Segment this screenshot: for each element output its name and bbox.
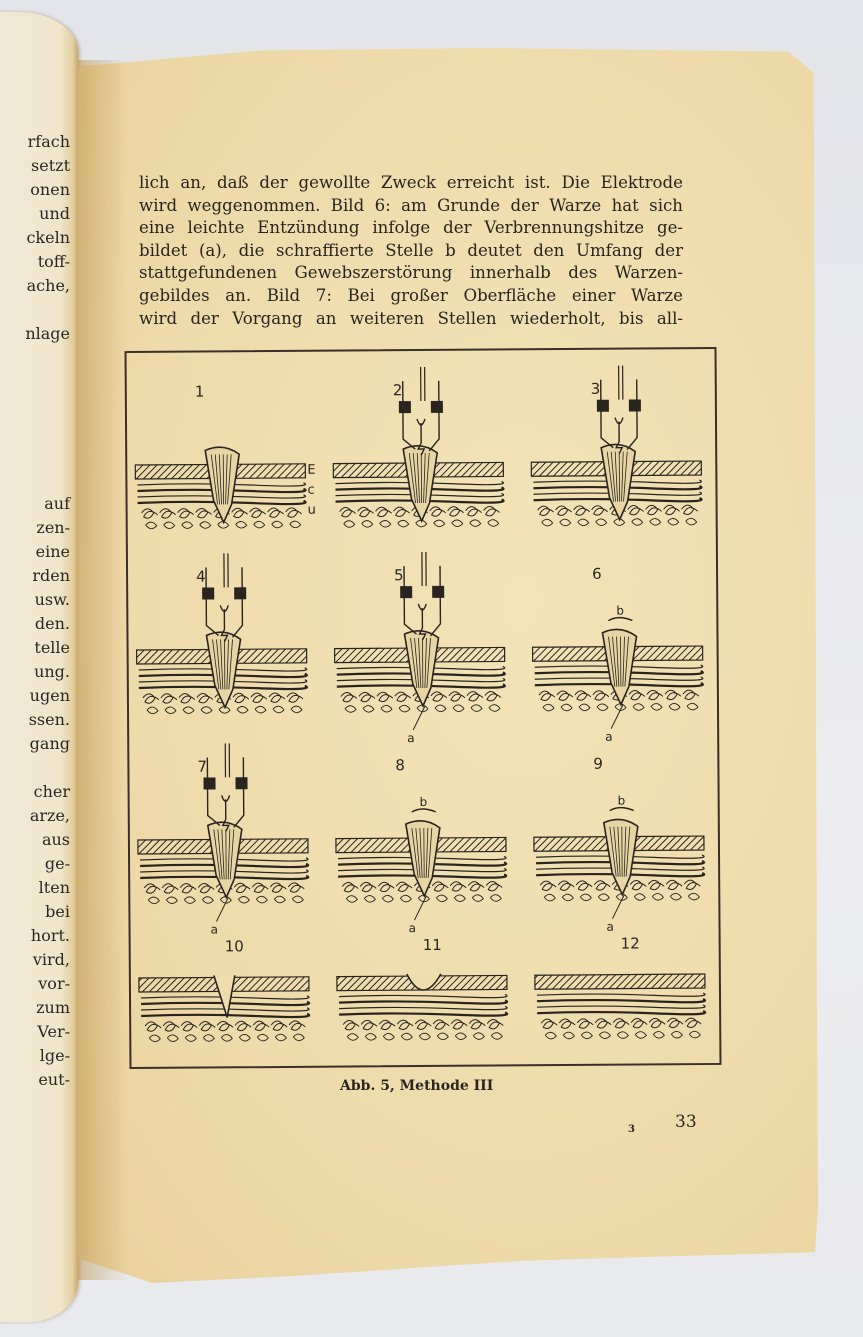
left-page-text-fragment: lge-: [39, 1046, 70, 1065]
left-page-text-fragment: zum: [36, 998, 70, 1017]
svg-text:a: a: [606, 919, 614, 934]
left-page-text-fragment: toff-: [37, 252, 70, 271]
body-paragraph: [139, 172, 683, 330]
svg-text:a: a: [210, 922, 218, 937]
panel-number: 2: [392, 381, 403, 400]
skin-cross-section-icon: [137, 747, 318, 937]
svg-text:b: b: [419, 794, 428, 810]
panel-number: 10: [224, 937, 244, 956]
left-page-text-fragment: rfach: [27, 132, 70, 151]
panel-number: 6: [592, 564, 602, 583]
left-page-text-fragment: und: [39, 204, 70, 223]
figure-panel-8: [335, 745, 516, 936]
figure-panel-2: [333, 370, 514, 546]
panel-number: 12: [620, 934, 640, 953]
skin-cross-section-icon: [535, 934, 716, 1110]
panel-number: 5: [394, 566, 404, 585]
left-page-text-fragment: ssen.: [28, 710, 70, 729]
svg-text:a: a: [605, 729, 613, 744]
skin-cross-section-icon: [135, 372, 316, 548]
panel-number: 4: [196, 567, 206, 586]
left-page-text-fragment: aus: [41, 830, 70, 849]
figure-panel-12: [535, 934, 716, 1110]
left-page-text-fragment: setzt: [31, 156, 70, 175]
svg-text:a: a: [408, 921, 416, 936]
left-page-text-fragment: arze,: [29, 806, 70, 825]
text-line: eine leichte Entzündung infolge der Verbrennungshitze ge-: [139, 218, 683, 238]
left-page-text-fragment: cher: [33, 782, 70, 801]
left-page-text-fragment: ge-: [44, 854, 70, 873]
page-number: 33: [675, 1112, 697, 1132]
svg-text:b: b: [617, 793, 626, 808]
figure-panel-3: [531, 369, 712, 545]
left-page-text-fragment: onen: [30, 180, 70, 199]
left-page-text-fragment: Ver-: [37, 1022, 70, 1041]
signature-mark: 3: [628, 1124, 635, 1135]
skin-cross-section-icon: [532, 554, 713, 744]
left-page-text-fragment: nlage: [25, 324, 70, 343]
left-page-text-fragment: rden: [32, 566, 70, 585]
svg-text:E: E: [307, 462, 316, 478]
skin-cross-section-icon: [333, 370, 514, 546]
panel-number: 3: [590, 379, 601, 398]
left-page-text-fragment: telle: [34, 638, 70, 657]
figure-panel-7: [137, 747, 318, 937]
skin-cross-section-icon: [335, 745, 516, 936]
skin-cross-section-icon: [139, 937, 320, 1113]
figure-panel-9: [533, 744, 714, 934]
left-page-text-fragment: eut-: [38, 1070, 70, 1089]
text-line: wird weggenommen. Bild 6: am Grunde der Warze hat sich: [139, 195, 683, 215]
left-page-text-fragment: bei: [45, 902, 70, 921]
left-page-text-fragment: usw.: [34, 590, 70, 609]
text-line: wird der Vorgang an weiteren Stellen wiederholt, bis all-: [139, 308, 683, 328]
left-page-text-fragment: gang: [29, 734, 70, 753]
figure-panel-1: [135, 372, 316, 548]
left-page: [0, 12, 78, 1322]
svg-text:a: a: [407, 731, 415, 746]
panel-number: 8: [395, 756, 406, 775]
skin-cross-section-icon: [136, 557, 317, 733]
panel-number: 1: [194, 382, 205, 401]
svg-text:u: u: [307, 502, 316, 518]
panel-number: 7: [197, 757, 208, 776]
left-page-text-fragment: ckeln: [26, 228, 70, 247]
panel-number: 9: [593, 754, 604, 773]
left-page-text-fragment: ugen: [29, 686, 70, 705]
skin-cross-section-icon: [531, 369, 712, 545]
left-page-text-fragment: ache,: [26, 276, 70, 295]
figure-caption: Abb. 5, Methode III: [340, 1078, 494, 1094]
panel-number: 11: [422, 935, 442, 955]
figure-panel-10: [139, 937, 320, 1113]
left-page-text-fragment: eine: [35, 542, 70, 561]
left-page-text-fragment: den.: [34, 614, 70, 633]
figure-panel-5: [334, 555, 515, 746]
svg-text:b: b: [616, 603, 624, 618]
text-line: lich an, daß der gewollte Zweck erreicht ist. Die Elektrode: [139, 173, 683, 192]
text-line: stattgefundenen Gewebszerstörung innerhalb des Warzen-: [139, 263, 683, 283]
left-page-text-fragment: zen-: [36, 518, 70, 537]
figure-panel-4: [136, 557, 317, 733]
left-page-text-fragment: auf: [44, 494, 70, 513]
text-line: gebildes an. Bild 7: Bei großer Oberfläche einer Warze: [139, 285, 683, 305]
left-page-text-fragment: ung.: [34, 662, 70, 681]
skin-cross-section-icon: [533, 744, 714, 934]
text-line: bildet (a), die schraffierte Stelle b deutet den Umfang der: [139, 240, 683, 260]
left-page-text-fragment: hort.: [30, 926, 70, 945]
skin-cross-section-icon: [334, 555, 515, 746]
left-page-text-fragment: vor-: [38, 974, 70, 993]
figure-method-iii: [125, 347, 722, 1069]
left-page-text-fragment: lten: [38, 878, 70, 897]
figure-panel-6: [532, 554, 713, 744]
svg-text:c: c: [307, 482, 315, 498]
left-page-text-fragment: vird,: [32, 950, 70, 969]
